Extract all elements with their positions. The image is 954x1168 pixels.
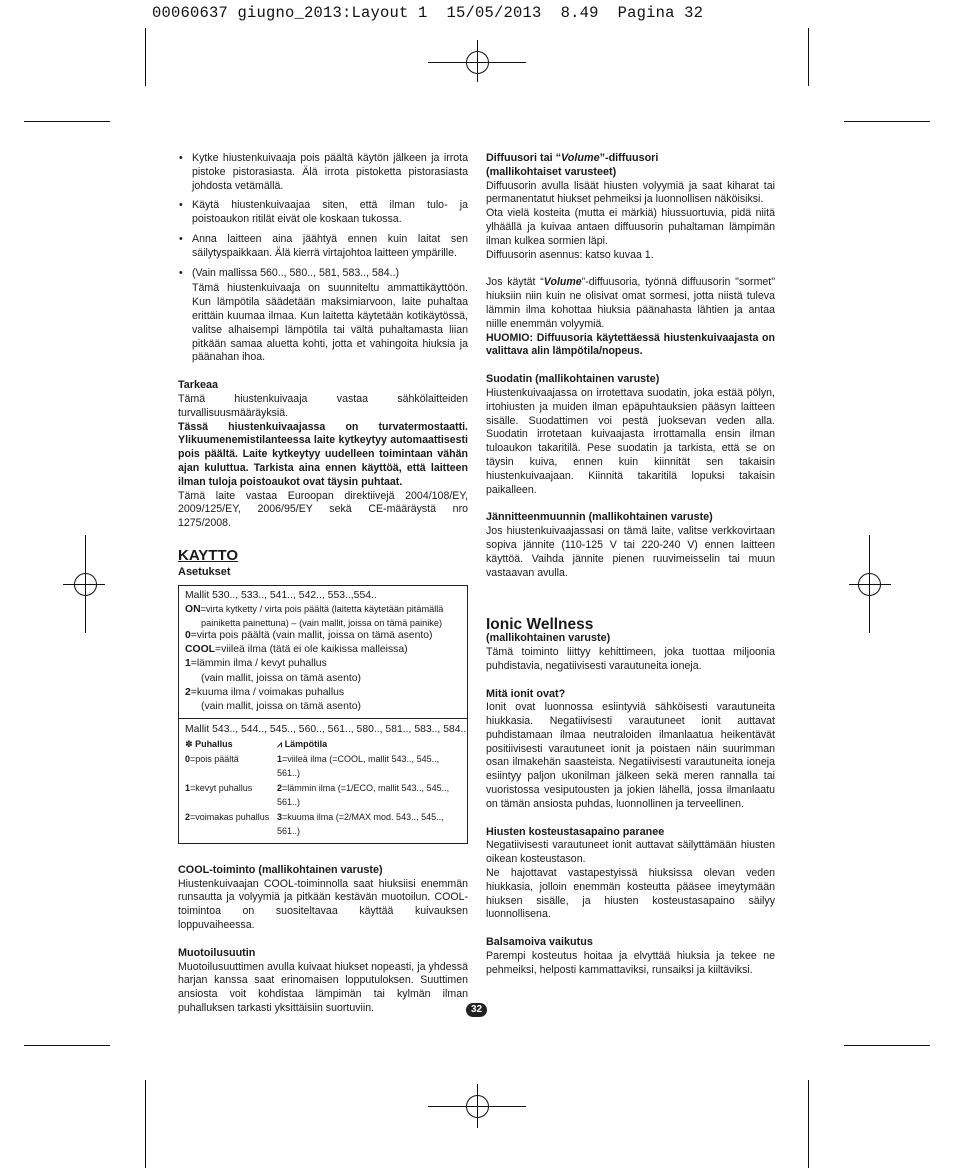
ionic-title: Ionic Wellness [486,616,594,634]
cool-text: Hiustenkuivaajan COOL-toiminnolla saat hiuksiisi enemmän runsautta ja volyymiä ja pitkään kestävän muotoilun. COOL-toimintoa on suositeltavaa käyttää kuivauksen loppuvaiheessa. [178,877,468,932]
ionic-text: Tämä toiminto liittyy kehittimeen, joka tuottaa miljoonia puhdistavia, negatiivisesti varautuneita ioneja. [486,645,775,672]
fan-row: 1=kevyt puhallus [185,782,253,793]
balsam-heading: Balsamoiva vaikutus [486,936,593,949]
setting-2-note: (vain mallit, joissa on tämä asento) [201,700,361,712]
cool-heading: COOL-toiminto (mallikohtainen varuste) [178,863,383,876]
temp-row: 3=kuuma ilma (=2/MAX mod. 543.., 545.., 561..) [277,811,444,837]
page-number: 32 [466,1003,487,1017]
setting-1-note: (vain mallit, joissa on tämä asento) [201,672,361,684]
slug-line: 00060637 giugno_2013:Layout 1 15/05/2013 8.49 Pagina 32 [152,4,704,22]
huomio-warning: HUOMIO: Diffuusoria käytettäessä hiustenkuivaajasta on valittava alin lämpötila/nopeus. [486,331,775,358]
list-item: • Anna laitteen aina jäähtyä ennen kuin laitat sen säilytyspaikkaan. Älä kierrä virtajohtoa laitteen ympärille. [179,232,468,259]
registration-circle-icon [466,1095,489,1118]
fan-icon: ✽ [185,739,193,750]
fan-row: 2=voimakas puhallus [185,811,270,822]
suodatin-text: Hiustenkuivaajassa on irrotettava suodatin, joka estää pölyn, irtohiusten ja muiden ilman epäpuhtauksien pääsyn laitteen sisälle. Suodattimen voi pestä juoksevan veden alla. Suodatin irrotetaan kuivaajasta irrottamalla ensin ilman tuloaukon takaritilä. Pese suodatin ja tarkista, että se on täysin kuiva, ennen kuin kiinnität sen takaisin hiustenkuivaajaan. Kiinnitä takaritilä lopuksi takaisin paikalleen. [486,386,775,496]
volume-text: Jos käytät “Volume”-diffuusoria, työnnä diffuusorin "sormet" hiuksiin niin kuin ne olisivat omat sormesi, jotta niistä tuleva lämmin ilma kohottaa hiuksia päänahasta lähtien ja antaa niille enemmän volyymiä. [486,276,776,330]
model-note: Tämä hiustenkuivaaja on suunniteltu ammattikäyttöön. Kun lämpötila säädetään maksimiarvoon, laite puhaltaa erittäin kuumaa ilmaa. Kun laitetta käytetään kotikäytössä, valitse alhaisempi lämpötila tai vältä puhaltamasta liian pitkään samaa aluetta kohti, jotta et vahingoita hiuksia ja päänahan ihoa. [192,282,468,364]
temp-label: ⩘ Lämpötila [277,739,328,750]
ionit-heading: Mitä ionit ovat? [486,687,566,700]
fan-label: ✽ Puhallus [185,739,233,750]
jannite-heading: Jännitteenmuunnin (mallikohtainen varuste) [486,511,713,524]
setting-on: ON=virta kytketty / virta pois päältä (laitetta käytetään pitämällä [185,603,444,615]
ionit-text: Ionit ovat luonnossa esiintyviä sähköisesti varautuneita hiukkasia. Negatiivisesti varautuneet ionit auttavat puhdistamaan ilmaa neutraloiden ilmanlaatua heikentävät positiivisesti varautuneet ionit ja poistaen näin suurimman osan ilmakehän saasteista. Negatiivisesti varautuneita ioneja esiintyy paljon ukonilman jälkeen sekä meren rannalla tai vuoristossa vesiputousten ja jokien lähellä, jossa ilmanlaatu on tämän ansiosta puhdas, luonnollinen ja terveellinen. [486,701,775,810]
safety-bullet-list [178,152,468,280]
tarkeaa-heading: Tarkeaa [178,379,219,392]
right-column [486,152,775,978]
kosteus-text: Ne hajottavat vastapestyissä hiuksissa olevan veden hiukkasia, jolloin enemmän kosteutta pääsee imeytymään hiuksen sisälle, ja hiusten kosteustasapaino säilyy luonnollisena. [486,867,775,921]
directive-text: Tämä laite vastaa Euroopan direktiivejä 2004/108/EY, 2009/125/EY, 2006/95/EY sekä CE-määräystä nro 1275/2008. [178,489,468,530]
jannite-text: Jos hiustenkuivaajassasi on tämä laite, valitse verkkovirtaan sopiva jännite (110-125 V tai 220-240 V) ennen laitteen käyttöä. Vaihda jännite pienen ruuvimeisselin tai muun vastaavan avulla. [486,525,775,579]
setting-cool: COOL=viileä ilma (tätä ei ole kaikissa malleissa) [185,644,408,656]
registration-circle-icon [74,573,97,596]
diffuusori-text: Diffuusorin asennus: katso kuvaa 1. [486,248,654,261]
fan-temp-grid [185,737,461,839]
list-item: • Käytä hiustenkuivaajaa siten, että ilman tulo- ja poistoaukon ritilät eivät ole koskaan tukossa. [179,199,468,226]
diffuusori-heading: Diffuusori tai “Volume”-diffuusori [486,152,659,164]
tarkeaa-text: Tämä hiustenkuivaaja vastaa sähkölaitteiden turvallisuusmääräyksiä. [178,392,468,419]
balsam-text: Parempi kosteutus hoitaa ja elvyttää hiuksia ja tekee ne pehmeiksi, helposti kammattaviksi, runsaiksi ja kiiltäviksi. [486,950,775,976]
diffuusori-subheading: (mallikohtaiset varusteet) [486,165,617,178]
models-line-2: Mallit 543.., 544.., 545.., 560.., 561.., 580.., 581.., 583.., 584.. [185,724,467,736]
setting-0: 0=virta pois päältä (vain mallit, joissa on tämä asento) [185,629,433,641]
list-item: • Kytke hiustenkuivaaja pois päältä käytön jälkeen ja irrota pistoke pistorasiasta. Älä irrota pistoketta pistorasiasta johdosta vetämällä. [179,152,468,192]
diffuusori-text: Ota vielä kosteita (mutta ei märkiä) hiussuortuvia, pidä niitä ylhäällä ja kuivaa antaen diffuusorin puhaltaman lämpimän ilman kulkea sormien läpi. [486,207,775,247]
registration-circle-icon [466,51,489,74]
kaytto-title: KAYTTO [178,546,239,564]
left-column [178,152,468,1016]
asetukset-title: Asetukset [178,565,231,578]
setting-1: 1=lämmin ilma / kevyt puhallus [185,658,327,670]
ionic-subtitle: (mallikohtainen varuste) [486,632,611,645]
settings-table [178,585,468,844]
heat-icon: ⩘ [277,739,283,750]
muotoilu-text: Muotoilusuuttimen avulla kuivaat hiukset nopeasti, ja yhdessä harjan kanssa saat erinomaisen lopputuloksen. Suuttimen ansiosta voit kohdistaa lämpimän tai kylmän ilman puhalluksen tarkasti yksittäisiin suortuviin. [178,960,468,1015]
registration-circle-icon [858,573,881,596]
tarkeaa-warning: Tässä hiustenkuivaajassa on turvatermostaatti. Ylikuumenemistilanteessa laite kytkeytyy automaattisesti pois päältä. Laite kytkeytyy uudelleen toimintaan vähän ajan kuluttua. Tarkista aina ennen käyttöä, että laitteen ilman tuloja poistoaukot ovat täysin puhtaat. [178,420,468,488]
models-line: Mallit 530.., 533.., 541.., 542.., 553..,554.. [185,589,377,601]
temp-row: 2=lämmin ilma (=1/ECO, mallit 543.., 545.., 561..) [277,782,450,808]
suodatin-heading: Suodatin (mallikohtainen varuste) [486,373,660,386]
setting-on-note: painiketta painettuna) – (vain mallit, joissa on tämä painike) [201,617,443,628]
kosteus-heading: Hiusten kosteustasapaino paranee [486,825,665,838]
kosteus-text: Negatiivisesti varautuneet ionit auttavat säilyttämään hiusten oikean kosteustason. [486,839,775,866]
muotoilu-heading: Muotoilusuutin [178,946,256,959]
diffuusori-text: Diffuusorin avulla lisäät hiusten volyymiä ja saat kiharat tai permanentatut hiukset pehmeiksi ja luonnollisen näköisiksi. [486,179,775,206]
temp-row: 1=viileä ilma (=COOL, mallit 543.., 545.., 561..) [277,753,440,779]
fan-row: 0=pois päältä [185,753,239,764]
list-item: • (Vain mallissa 560.., 580.., 581, 583.., 584..) [179,266,400,279]
setting-2: 2=kuuma ilma / voimakas puhallus [185,686,345,698]
